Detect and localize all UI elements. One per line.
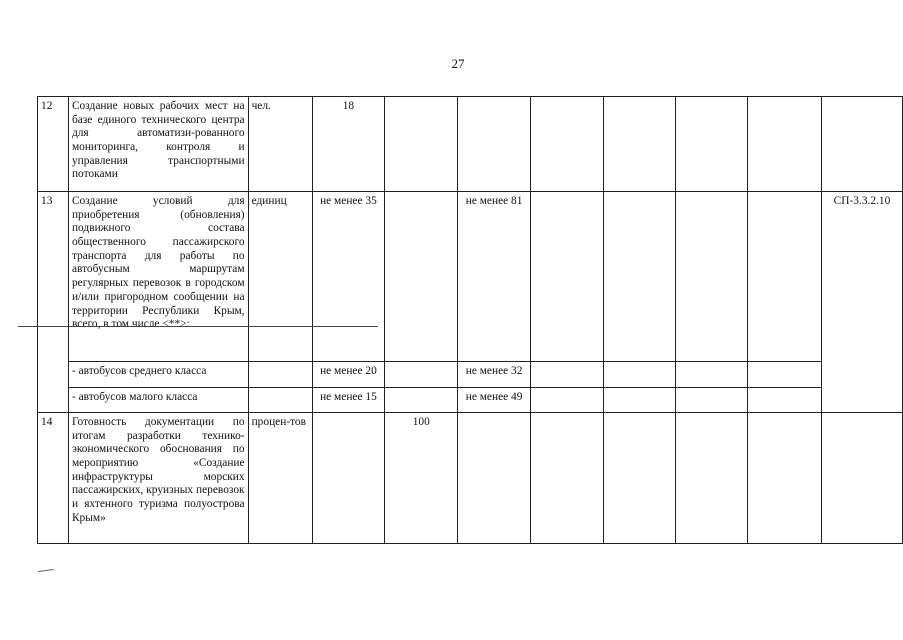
empty-cell <box>531 413 604 544</box>
empty-cell <box>821 97 902 192</box>
indicator-name: Создание новых рабочих мест на базе единого технического центра для автоматизи-рованного мониторинга, контроля и управления транспортными потоками <box>68 97 248 192</box>
empty-cell <box>675 413 748 544</box>
row-number: 13 <box>38 192 69 413</box>
empty-cell <box>385 97 458 192</box>
empty-cell <box>748 362 822 388</box>
empty-cell <box>385 388 458 413</box>
empty-cell <box>531 362 604 388</box>
subindicator-name: - автобусов среднего класса <box>68 362 248 388</box>
empty-cell <box>603 413 675 544</box>
empty-cell <box>821 413 902 544</box>
table-row-12 <box>38 97 903 192</box>
unit-cell: чел. <box>248 97 312 192</box>
empty-cell <box>748 192 822 362</box>
empty-cell <box>748 413 822 544</box>
empty-cell <box>675 388 748 413</box>
empty-cell <box>603 362 675 388</box>
table-subrow <box>38 362 903 388</box>
indicator-name: Готовность документации по итогам разработки технико-экономического обоснования по мероприятию «Создание инфраструктуры морских пассажирских, круизных перевозок и яхтенного туризма полуострова Крым» <box>68 413 248 544</box>
reference-cell: СП-3.3.2.10 <box>821 192 902 413</box>
table-row-13 <box>38 192 903 362</box>
value-cell: 100 <box>385 413 458 544</box>
value-cell: не менее 15 <box>312 388 385 413</box>
empty-cell <box>675 192 748 362</box>
value-cell: не менее 81 <box>458 192 531 362</box>
subindicator-name: - автобусов малого класса <box>68 388 248 413</box>
empty-cell <box>458 97 531 192</box>
empty-cell <box>748 97 822 192</box>
value-cell: не менее 35 <box>312 192 385 362</box>
empty-cell <box>248 388 312 413</box>
empty-cell <box>531 97 604 192</box>
empty-cell <box>385 192 458 362</box>
unit-cell: единиц <box>248 192 312 362</box>
empty-cell <box>675 362 748 388</box>
empty-cell <box>458 413 531 544</box>
value-cell: не менее 20 <box>312 362 385 388</box>
value-cell: не менее 49 <box>458 388 531 413</box>
row-number: 14 <box>38 413 69 544</box>
empty-cell <box>531 192 604 362</box>
scan-artifact-line <box>18 326 378 327</box>
row-number: 12 <box>38 97 69 192</box>
empty-cell <box>603 388 675 413</box>
indicator-name: Создание условий для приобретения (обновления) подвижного состава общественного пассажирского транспорта для работы по автобусным маршрутам регулярных перевозок в городском и/или пригородном сообщении на территории Республики Крым, всего, в том числе <**>: <box>68 192 248 362</box>
empty-cell <box>531 388 604 413</box>
table-row-14 <box>38 413 903 544</box>
empty-cell <box>748 388 822 413</box>
empty-cell <box>603 97 675 192</box>
margin-mark <box>38 569 54 572</box>
empty-cell <box>312 413 385 544</box>
value-cell: 18 <box>312 97 385 192</box>
value-cell: не менее 32 <box>458 362 531 388</box>
empty-cell <box>248 362 312 388</box>
empty-cell <box>675 97 748 192</box>
empty-cell <box>603 192 675 362</box>
indicators-table <box>37 96 903 544</box>
empty-cell <box>385 362 458 388</box>
unit-cell: процен-тов <box>248 413 312 544</box>
page-number: 27 <box>451 56 465 71</box>
table-subrow <box>38 388 903 413</box>
